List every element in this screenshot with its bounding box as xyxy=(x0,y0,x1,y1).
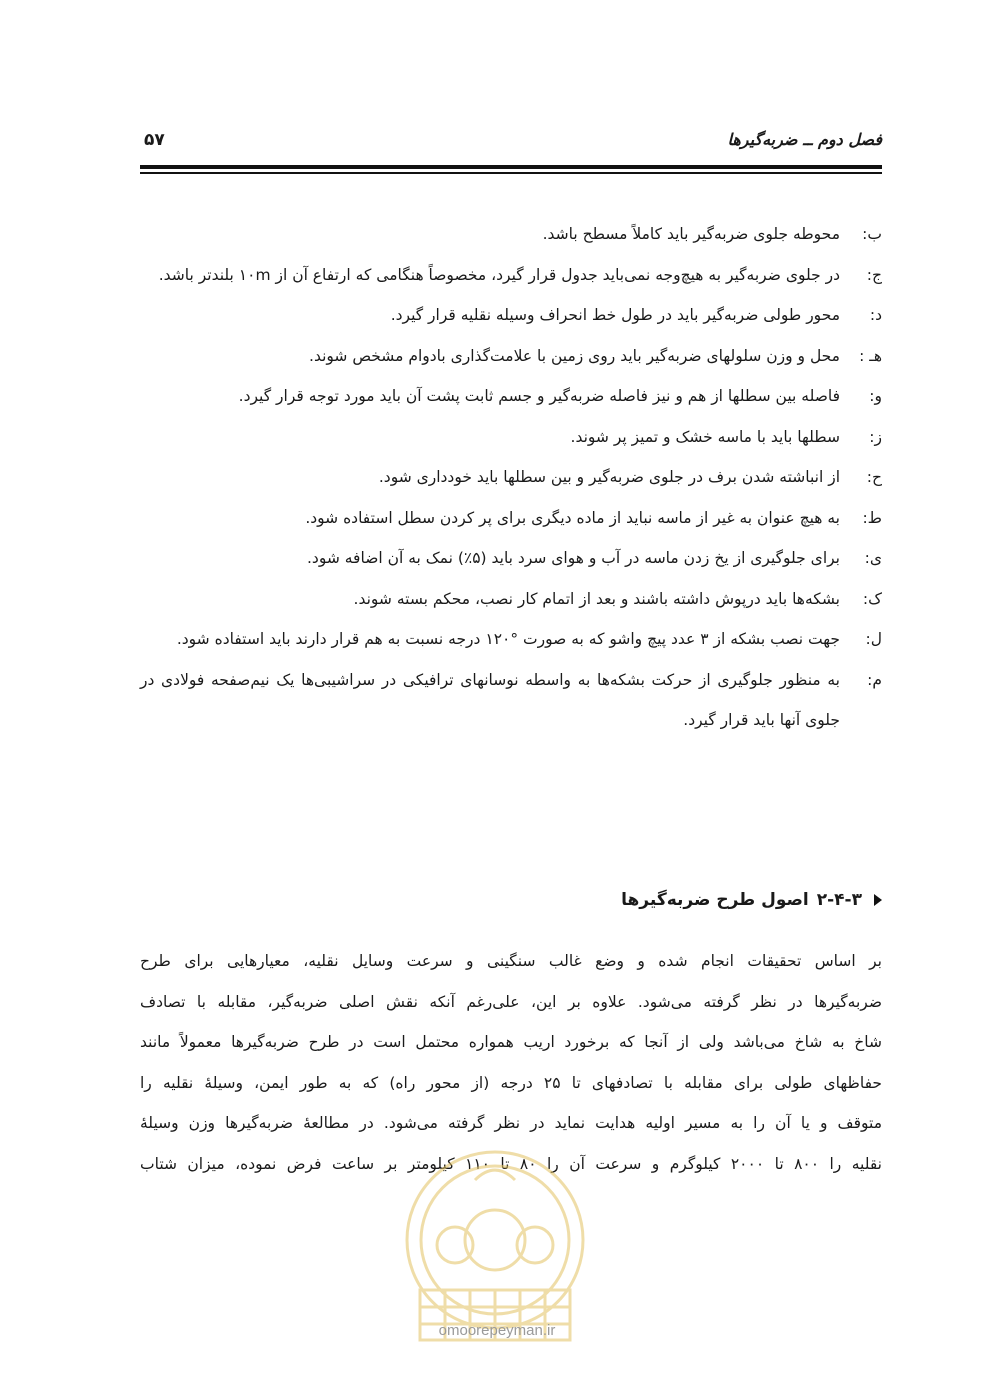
list-item-text: در جلوی ضربه‌گیر به هیچ‌وجه نمی‌باید جدول قرار گیرد، مخصوصاً هنگامی که ارتفاع آن از ۱۰m بلندتر باشد. xyxy=(158,265,840,284)
requirements-list xyxy=(140,214,882,741)
list-item-text: محوطه جلوی ضربه‌گیر باید کاملاً مسطح باشد. xyxy=(542,225,840,243)
section-number: ۲-۴-۳ xyxy=(816,890,862,910)
section-title: اصول طرح ضربه‌گیرها xyxy=(621,890,809,910)
paragraph-line: حفاظهای طولی برای مقابله با تصادفهای تا ۲۵ درجه (از محور راه) که به طور ایمن، وسیلهٔ نقلیه را xyxy=(140,1073,882,1092)
header-rule-thick xyxy=(140,165,882,169)
list-item xyxy=(140,295,882,336)
list-marker: ز: xyxy=(869,427,882,446)
paragraph-line: متوقف و یا آن را به مسیر اولیه هدایت نماید در نظر گرفته می‌شود. در مطالعهٔ ضربه‌گیرها وزن وسیلهٔ xyxy=(140,1114,882,1132)
paragraph-line: نقلیه را ۸۰۰ تا ۲۰۰۰ کیلوگرم و سرعت آن را ۸۰ تا ۱۱۰ کیلومتر بر ساعت فرض نموده، میزان شتاب xyxy=(140,1154,882,1173)
list-item xyxy=(140,457,882,498)
paragraph-line: بر اساس تحقیقات انجام شده و وضع غالب سنگینی و سرعت وسایل نقلیه، معیارهایی برای طرح xyxy=(140,952,882,970)
header-rule-thin xyxy=(140,172,882,174)
list-marker: ل: xyxy=(865,630,882,648)
list-marker: د: xyxy=(869,306,882,324)
list-item-text: فاصله بین سطلها از هم و نیز فاصله ضربه‌گیر و جسم ثابت پشت آن باید مورد توجه قرار گیرد. xyxy=(238,387,840,405)
list-marker: ب: xyxy=(862,225,882,243)
list-item xyxy=(140,498,882,539)
list-item xyxy=(140,619,882,660)
list-marker: هـ : xyxy=(859,346,882,365)
list-item-text: به هیچ عنوان به غیر از ماسه نباید از ماده دیگری برای پر کردن سطل استفاده شود. xyxy=(305,508,840,527)
triangle-bullet-icon xyxy=(874,894,882,906)
list-item xyxy=(140,579,882,620)
list-item xyxy=(140,376,882,417)
list-item-text: بشکه‌ها باید درپوش داشته باشند و بعد از اتمام کار نصب، محکم بسته شوند. xyxy=(353,589,840,608)
list-marker: ط: xyxy=(862,508,882,527)
list-item-text: به منظور جلوگیری از حرکت بشکه‌ها به واسطه نوسانهای ترافیکی در سراشیبی‌ها یک نیم‌صفحه فولادی در جلوی آنها باید قرار گیرد. xyxy=(140,670,840,729)
list-item-text: از انباشته شدن برف در جلوی ضربه‌گیر و بین سطلها باید خودداری شود. xyxy=(378,468,840,486)
list-item-text: جهت نصب بشکه از ۳ عدد پیچ واشو که به صورت °۱۲۰ درجه نسبت به هم قرار دارند باید استفاده شود. xyxy=(176,630,840,648)
list-marker: م: xyxy=(867,670,882,689)
list-item xyxy=(140,255,882,296)
section-heading xyxy=(140,890,882,910)
list-item-text: محل و وزن سلولهای ضربه‌گیر باید روی زمین با علامت‌گذاری بادوام مشخص شوند. xyxy=(309,346,840,365)
list-item xyxy=(140,214,882,255)
list-item-text: برای جلوگیری از یخ زدن ماسه در آب و هوای سرد باید (۵٪) نمک به آن اضافه شود. xyxy=(307,549,840,567)
list-item xyxy=(140,660,882,741)
list-item xyxy=(140,417,882,458)
list-marker: ح: xyxy=(866,468,882,486)
list-item xyxy=(140,538,882,579)
paragraph-line: شاخ به شاخ می‌باشد ولی از آنجا که برخورد اریب همواره محتمل است در طرح ضربه‌گیرها معمولاً مانند xyxy=(140,1033,882,1051)
list-marker: ی: xyxy=(864,549,882,567)
list-marker: ک: xyxy=(862,589,882,608)
chapter-title: فصل دوم ــ ضربه‌گیرها xyxy=(727,130,882,149)
paragraph-line: ضربه‌گیرها در نظر گرفته می‌شود. علاوه بر این، علی‌رغم آنکه نقش اصلی ضربه‌گیر، مقابله با تصادف xyxy=(140,992,882,1011)
page-number: ۵۷ xyxy=(144,130,165,150)
page-header xyxy=(140,128,882,162)
list-item xyxy=(140,336,882,377)
list-item-text: محور طولی ضربه‌گیر باید در طول خط انحراف وسیله نقلیه قرار گیرد. xyxy=(390,306,840,324)
watermark-site-text: omoorepeyman.ir xyxy=(438,1322,556,1339)
list-item-text: سطلها باید با ماسه خشک و تمیز پر شوند. xyxy=(570,427,840,446)
list-marker: و: xyxy=(869,387,882,405)
list-marker: ج: xyxy=(866,265,882,284)
